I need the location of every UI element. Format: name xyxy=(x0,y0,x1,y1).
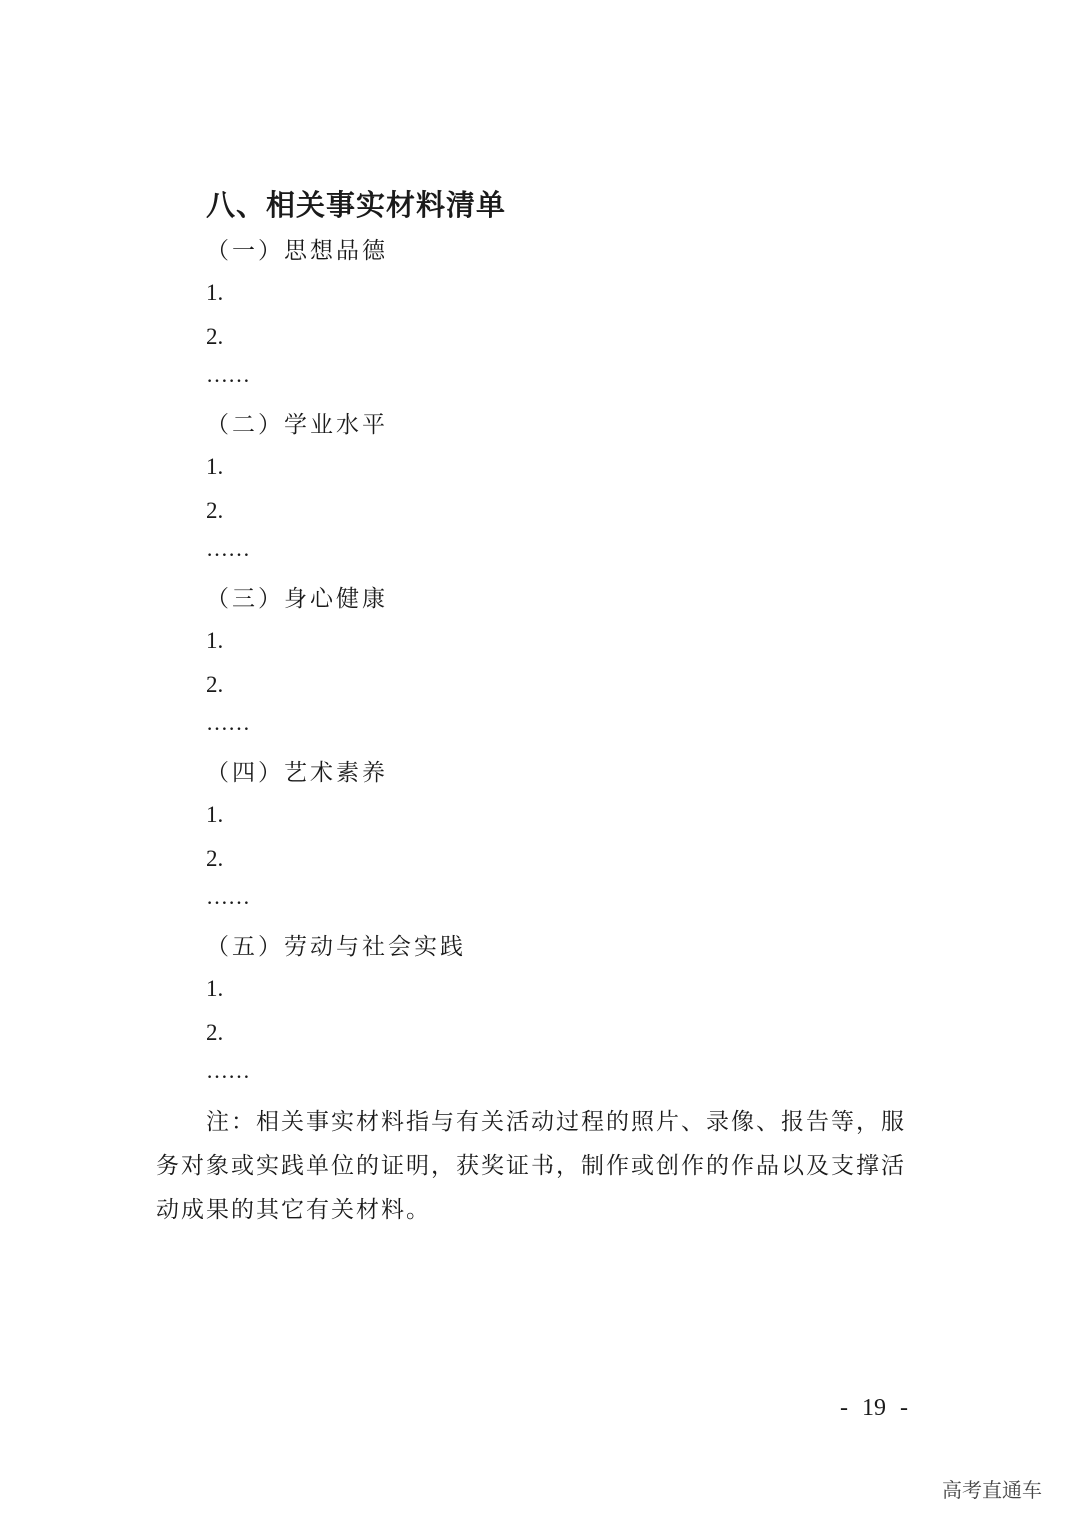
subsection-title-labor: （五）劳动与社会实践 xyxy=(206,934,466,960)
list-item-number: 1. xyxy=(206,280,224,305)
list-item-number: 2. xyxy=(206,498,224,523)
list-ellipsis: …… xyxy=(206,536,250,561)
list-ellipsis: …… xyxy=(206,710,250,735)
list-item-number: 2. xyxy=(206,672,224,697)
list-item-number: 1. xyxy=(206,454,224,479)
subsection-title-health: （三）身心健康 xyxy=(206,586,388,612)
list-ellipsis: …… xyxy=(206,1058,250,1083)
list-item-number: 1. xyxy=(206,628,224,653)
list-item-number: 2. xyxy=(206,1020,224,1045)
subsection-title-academic: （二）学业水平 xyxy=(206,412,388,438)
list-ellipsis: …… xyxy=(206,884,250,909)
list-item-number: 2. xyxy=(206,846,224,871)
page-number: - 19 - xyxy=(840,1395,908,1421)
note-paragraph: 注：相关事实材料指与有关活动过程的照片、录像、报告等，服务对象或实践单位的证明，获奖证书，制作或创作的作品以及支撑活动成果的其它有关材料。 xyxy=(156,1109,906,1223)
subsection-title-arts: （四）艺术素养 xyxy=(206,760,388,786)
watermark-text: 高考直通车 xyxy=(942,1478,1042,1502)
list-item-number: 2. xyxy=(206,324,224,349)
list-ellipsis: …… xyxy=(206,362,250,387)
list-item-number: 1. xyxy=(206,976,224,1001)
subsection-title-moral: （一）思想品德 xyxy=(206,238,388,264)
list-item-number: 1. xyxy=(206,802,224,827)
section-heading: 八、相关事实材料清单 xyxy=(206,188,507,222)
